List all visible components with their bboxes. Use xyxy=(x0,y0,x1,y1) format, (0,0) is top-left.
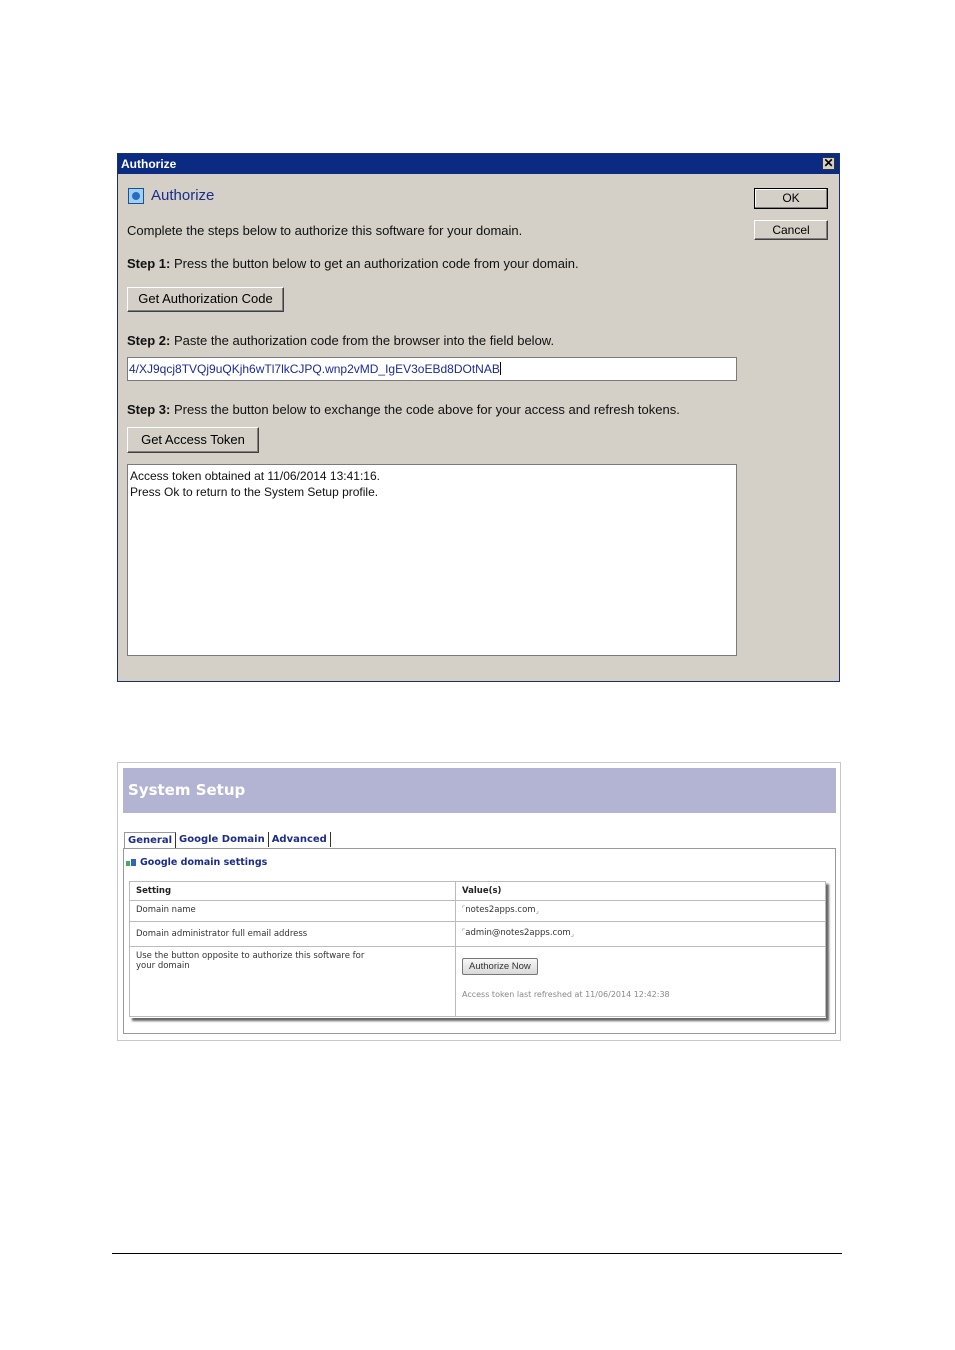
step2-description: Paste the authorization code from the browser into the field below. xyxy=(173,333,555,348)
step1-description: Press the button below to get an authorization code from your domain. xyxy=(173,256,579,271)
cancel-button[interactable]: Cancel xyxy=(754,220,828,240)
authorize-now-button[interactable]: Authorize Now xyxy=(462,958,538,975)
dialog-header xyxy=(128,187,214,204)
admin-email-cell[interactable] xyxy=(456,922,826,947)
table-row xyxy=(130,947,826,1017)
system-setup-panel xyxy=(117,762,841,1041)
authorize-cell xyxy=(456,947,826,1017)
close-icon[interactable]: ✕ xyxy=(823,156,834,170)
authorize-icon xyxy=(128,188,144,204)
settings-table-wrapper xyxy=(129,881,826,1018)
step3-description: Press the button below to exchange the code above for your access and refresh tokens. xyxy=(173,402,680,417)
intro-text: Complete the steps below to authorize this software for your domain. xyxy=(127,223,523,238)
get-access-token-button[interactable]: Get Access Token xyxy=(127,427,259,453)
domain-name-value: notes2apps.com xyxy=(465,905,536,915)
domain-name-cell[interactable] xyxy=(456,901,826,922)
ok-button[interactable]: OK xyxy=(754,188,828,209)
status-log-line1: Access token obtained at 11/06/2014 13:41:16. xyxy=(130,469,380,483)
authorize-setting-line2: your domain xyxy=(136,961,190,971)
setting-domain-name: Domain name xyxy=(130,901,456,922)
setting-admin-email: Domain administrator full email address xyxy=(130,922,456,947)
get-authorization-code-button[interactable]: Get Authorization Code xyxy=(127,287,284,312)
step2-label: Step 2: xyxy=(127,333,171,348)
authorization-code-field[interactable] xyxy=(127,357,737,381)
page-footer-rule xyxy=(112,1253,842,1254)
authorization-code-value: 4/XJ9qcj8TVQj9uQKjh6wTl7lkCJPQ.wnp2vMD_IgEV3oEBd8DOtNAB xyxy=(129,362,500,376)
dialog-titlebar xyxy=(118,154,839,174)
column-header-setting: Setting xyxy=(130,882,456,901)
admin-email-value: admin@notes2apps.com xyxy=(465,928,571,938)
field-end-marker: ⌟ xyxy=(570,930,574,938)
tab-advanced[interactable]: Advanced xyxy=(269,832,331,847)
token-refresh-note: Access token last refreshed at 11/06/2014 12:42:38 xyxy=(462,990,670,999)
table-header-row xyxy=(130,882,826,901)
field-start-marker: ⌜ xyxy=(462,905,466,913)
step3-label: Step 3: xyxy=(127,402,171,417)
system-setup-title: System Setup xyxy=(123,768,836,813)
section-heading xyxy=(126,857,267,868)
dialog-window-title: Authorize xyxy=(121,157,177,171)
settings-chart-icon xyxy=(126,858,137,867)
authorize-dialog xyxy=(117,153,840,682)
text-caret xyxy=(500,362,501,375)
tab-bar xyxy=(124,832,331,848)
table-row xyxy=(130,922,826,947)
step3-text xyxy=(127,402,680,417)
step1-text xyxy=(127,256,579,271)
table-row xyxy=(130,901,826,922)
step1-label: Step 1: xyxy=(127,256,171,271)
status-log-line2: Press Ok to return to the System Setup profile. xyxy=(130,485,379,499)
authorize-setting-line1: Use the button opposite to authorize this software for xyxy=(136,951,365,961)
tab-google-domain[interactable]: Google Domain xyxy=(176,832,269,847)
status-log[interactable] xyxy=(127,464,737,656)
setting-authorize xyxy=(130,947,456,1017)
section-title: Google domain settings xyxy=(140,857,268,868)
settings-table xyxy=(129,881,826,1017)
column-header-values: Value(s) xyxy=(456,882,826,901)
field-end-marker: ⌟ xyxy=(535,907,539,915)
field-start-marker: ⌜ xyxy=(462,928,466,936)
step2-text xyxy=(127,333,554,348)
dialog-heading: Authorize xyxy=(151,187,215,204)
tab-general[interactable]: General xyxy=(124,832,176,848)
